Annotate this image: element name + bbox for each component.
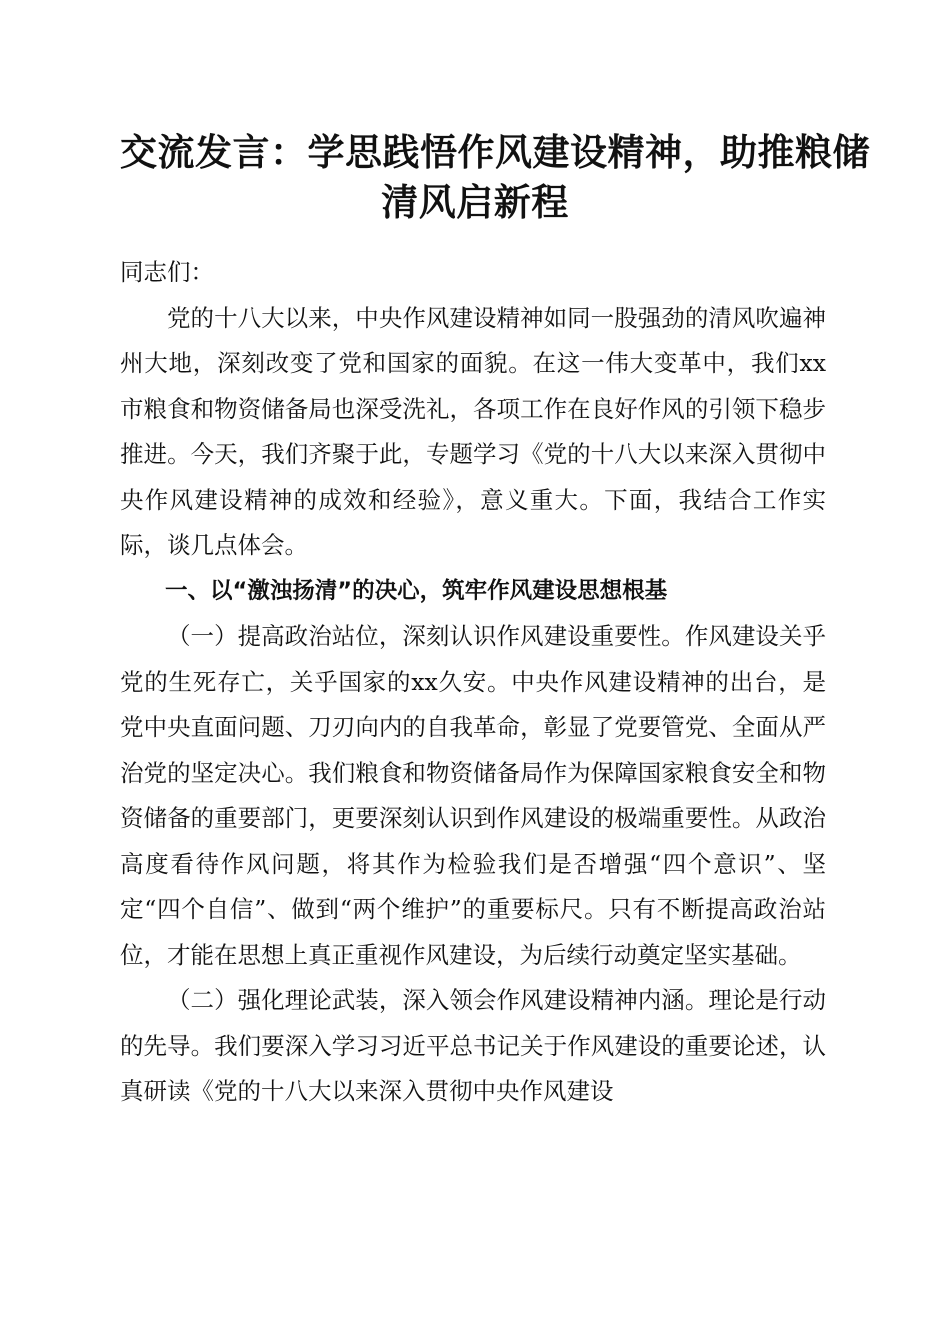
greeting: 同志们： <box>120 258 214 286</box>
point-2-paragraph: （二）强化理论武装，深入领会作风建设精神内涵。理论是行动的先导。我们要深入学习习近平总书记关于作风建设的重要论述，认真研读《党的十八大以来深入贯彻中央作风建设 <box>120 986 826 1105</box>
intro-paragraph: 党的十八大以来，中央作风建设精神如同一股强劲的清风吹遍神州大地，深刻改变了党和国家的面貌。在这一伟大变革中，我们xx市粮食和物资储备局也深受洗礼，各项工作在良好作风的引领下稳步推进。今天，我们齐聚于此，专题学习《党的十八大以来深入贯彻中央作风建设精神的成效和经验》，意义重大。下面，我结合工作实际，谈几点体会。 <box>120 303 826 559</box>
document-body <box>120 250 826 1115</box>
point-1-paragraph: （一）提高政治站位，深刻认识作风建设重要性。作风建设关乎党的生死存亡，关乎国家的xx久安。中央作风建设精神的出台，是党中央直面问题、刀刃向内的自我革命，彰显了党要管党、全面从严治党的坚定决心。我们粮食和物资储备局作为保障国家粮食安全和物资储备的重要部门，更要深刻认识到作风建设的极端重要性。从政治高度看待作风问题，将其作为检验我们是否增强“四个意识”、坚定“四个自信”、做到“两个维护”的重要标尺。只有不断提高政治站位，才能在思想上真正重视作风建设，为后续行动奠定坚实基础。 <box>120 622 826 969</box>
title-line-1: 交流发言：学思践悟作风建设精神，助推粮储 <box>120 131 870 174</box>
section-heading-1: 一、以“激浊扬清”的决心，筑牢作风建设思想根基 <box>165 577 668 604</box>
document-title <box>120 128 870 228</box>
title-line-2: 清风启新程 <box>381 181 569 224</box>
